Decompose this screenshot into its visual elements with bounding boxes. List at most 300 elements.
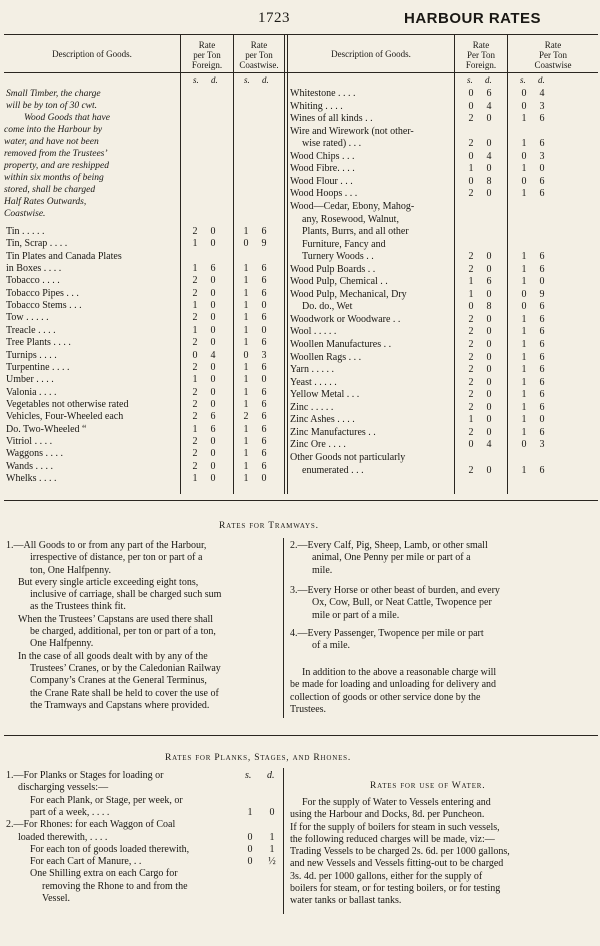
rate-coastwise: 0 <box>521 150 527 162</box>
table-header-rule <box>4 72 598 73</box>
rate-foreign: 2 <box>192 312 198 324</box>
rate-foreign: 2 <box>192 411 198 423</box>
rate-foreign: 8 <box>486 175 492 187</box>
rate-coastwise: 6 <box>261 435 267 447</box>
rate-coastwise: 1 <box>521 263 527 275</box>
rate-foreign: 2 <box>192 287 198 299</box>
rate-foreign: 2 <box>192 361 198 373</box>
table-row <box>0 402 600 414</box>
planks-line <box>0 795 283 807</box>
rate-coastwise: 1 <box>243 473 249 484</box>
goods-description: Wines of all kinds . . <box>290 113 373 125</box>
rate-coastwise: 6 <box>539 376 545 388</box>
rate-foreign: 0 <box>486 138 492 150</box>
planks-rate-shillings: 0 <box>247 831 253 843</box>
rate-foreign: 2 <box>192 460 198 472</box>
rate-foreign: 0 <box>486 263 492 275</box>
rate-foreign: 0 <box>486 163 492 175</box>
planks-line <box>0 782 283 794</box>
goods-description: Woollen Rags . . . <box>290 351 362 363</box>
rate-coastwise: 3 <box>539 439 545 451</box>
planks-rate-pence: 1 <box>269 831 275 843</box>
table-top-rule <box>4 34 598 35</box>
rate-coastwise: 1 <box>521 376 527 388</box>
goods-description: wise rated) . . . <box>302 138 362 150</box>
rate-coastwise: 6 <box>261 386 267 398</box>
table-row <box>0 326 600 338</box>
table-row <box>0 88 600 100</box>
rate-coastwise: 6 <box>261 361 267 373</box>
section-rule <box>4 735 598 736</box>
planks-line <box>0 770 283 782</box>
table-row <box>0 276 600 288</box>
rate-coastwise: 6 <box>261 460 267 472</box>
rate-coastwise: 6 <box>261 275 267 287</box>
goods-description: Other Goods not particularly <box>290 451 406 463</box>
goods-description: Wood Flour . . . <box>290 175 353 187</box>
rate-foreign: 6 <box>210 263 216 275</box>
rate-foreign: 4 <box>486 150 492 162</box>
rate-coastwise: 6 <box>539 401 545 413</box>
rate-foreign: 2 <box>468 426 474 438</box>
goods-description: any, Rosewood, Walnut, <box>302 213 399 225</box>
column-header-description: Description of Goods. <box>52 49 132 59</box>
table-row <box>0 176 600 188</box>
rate-coastwise: 0 <box>521 175 527 187</box>
rate-coastwise: 6 <box>539 351 545 363</box>
goods-description: Wood—Cedar, Ebony, Mahog- <box>290 200 415 212</box>
rate-foreign: 6 <box>486 276 492 288</box>
rate-coastwise: 6 <box>539 389 545 401</box>
table-row <box>0 414 600 426</box>
rate-foreign: 2 <box>468 263 474 275</box>
tramways-rule-1: 1.—All Goods to or from any part of the Harbour, irrespective of distance, per ton or part of a ton, One Halfpenny. But every single article exceeding eight tons, inclusive of carriage, shall be charged such sum as the Trustees think fit. When the Trustees’ Capstans are used there shall be charged, additional, per ton or part of a ton, One Halfpenny. In the case of all goods dealt with by any of the Trustees’ Cranes, or by the Caledonian Railway Company’s Cranes at the General Terminus, the Crane Rate shall be held to cover the use of the Tramways and Capstans where provided. <box>6 540 222 711</box>
planks-line <box>0 893 283 905</box>
goods-description: in Boxes . . . . <box>6 263 62 275</box>
water-title: Rates for use of Water. <box>370 781 486 791</box>
rate-coastwise: 1 <box>521 251 527 263</box>
rate-foreign: 0 <box>486 376 492 388</box>
rate-coastwise: 6 <box>539 426 545 438</box>
rate-foreign: 0 <box>210 287 216 299</box>
goods-description: Do. do., Wet <box>302 301 353 313</box>
goods-description: Wood Chips . . . <box>290 150 355 162</box>
rate-coastwise: 0 <box>243 238 249 250</box>
rate-coastwise: 6 <box>539 251 545 263</box>
goods-description: Furniture, Fancy and <box>302 238 386 250</box>
rate-coastwise: 0 <box>521 100 527 112</box>
goods-description: Tin Plates and Canada Plates <box>6 250 122 262</box>
planks-line-text: For each ton of goods loaded therewith, <box>30 843 190 855</box>
table-row <box>0 386 600 401</box>
planks-rate-pence: 0 <box>269 806 275 818</box>
rate-foreign: 2 <box>192 435 198 447</box>
table-row <box>0 314 600 326</box>
rate-foreign: 1 <box>468 163 474 175</box>
planks-unit-shillings: s. <box>245 770 252 781</box>
goods-description: Zinc Manufactures . . <box>290 426 376 438</box>
rate-foreign: 0 <box>486 251 492 263</box>
rate-foreign: 1 <box>192 238 198 250</box>
unit-shillings: s. <box>520 75 526 85</box>
unit-pence: d. <box>485 75 492 85</box>
rate-coastwise: 6 <box>261 423 267 435</box>
goods-description: Waggons . . . . <box>6 448 63 460</box>
planks-unit-pence: d. <box>267 770 275 781</box>
rate-coastwise: 0 <box>261 300 267 312</box>
rate-coastwise: 1 <box>521 351 527 363</box>
timber-note: Small Timber, the charge will be by ton of 30 cwt. Wood Goods that have come into the Harbour by water, and have not been removed from the Trustees’ property, and are reshipped within six months of being stored, shall be charged Half Rates Outwards, Coastwise. <box>4 89 110 219</box>
rate-coastwise: 1 <box>243 398 249 410</box>
rate-foreign: 0 <box>486 339 492 350</box>
rate-foreign: 0 <box>486 364 492 376</box>
rate-coastwise: 1 <box>243 448 249 460</box>
rate-foreign: 0 <box>486 188 492 200</box>
rate-foreign: 2 <box>468 401 474 413</box>
table-row <box>0 163 600 175</box>
rate-coastwise: 6 <box>539 263 545 275</box>
rate-foreign: 0 <box>210 337 216 349</box>
rate-coastwise: 6 <box>261 448 267 460</box>
table-row <box>0 452 600 464</box>
column-header-foreign: Rate per Ton Foreign. <box>191 40 223 70</box>
rate-coastwise: 6 <box>261 226 267 237</box>
goods-description: Wood Fibre. . . . <box>290 163 355 175</box>
rate-foreign: 0 <box>210 361 216 373</box>
planks-line <box>0 819 283 831</box>
rate-coastwise: 6 <box>539 464 545 476</box>
goods-description: Woodwork or Woodware . . <box>290 313 401 325</box>
unit-shillings: s. <box>467 75 473 85</box>
rate-coastwise: 1 <box>521 401 527 413</box>
rate-coastwise: 1 <box>243 287 249 299</box>
rate-foreign: 2 <box>468 113 474 125</box>
rate-coastwise: 9 <box>539 288 545 300</box>
table-row <box>0 188 600 200</box>
goods-description: Wire and Wirework (not other- <box>290 125 414 137</box>
table-bottom-rule <box>4 500 598 501</box>
goods-description: Turnips . . . . <box>6 349 57 361</box>
rate-coastwise: 4 <box>539 88 545 99</box>
rate-foreign: 0 <box>486 288 492 300</box>
planks-line-text: For each Cart of Manure, . . <box>30 856 142 868</box>
rate-foreign: 6 <box>210 411 216 423</box>
rate-foreign: 0 <box>486 313 492 325</box>
table-row <box>0 201 600 213</box>
rate-foreign: 0 <box>210 312 216 324</box>
unit-pence: d. <box>211 75 218 85</box>
table-row <box>0 214 600 226</box>
rate-foreign: 2 <box>468 313 474 325</box>
planks-line-text: discharging vessels:— <box>18 782 109 794</box>
rate-coastwise: 0 <box>521 88 527 99</box>
rate-foreign: 6 <box>210 423 216 435</box>
tramways-additional-charge: In addition to the above a reasonable charge will be made for loading and unloading for delivery and collection of goods or other service done by the Trustees. <box>290 667 497 715</box>
rate-coastwise: 1 <box>521 339 527 350</box>
rate-foreign: 0 <box>210 398 216 410</box>
table-row <box>0 289 600 301</box>
rate-coastwise: 6 <box>539 301 545 313</box>
table-row <box>0 339 600 351</box>
rate-foreign: 2 <box>468 376 474 388</box>
rate-foreign: 2 <box>468 351 474 363</box>
goods-description: Wood Pulp Boards . . <box>290 263 376 275</box>
goods-description: Tin, Scrap . . . . <box>6 238 68 250</box>
unit-shillings: s. <box>244 75 250 85</box>
rate-coastwise: 6 <box>539 188 545 200</box>
goods-description: Tree Plants . . . . <box>6 337 71 349</box>
rate-foreign: 1 <box>468 414 474 426</box>
goods-description: Tobacco Stems . . . <box>6 300 82 312</box>
planks-divider <box>283 768 284 914</box>
rate-coastwise: 6 <box>261 411 267 423</box>
rate-coastwise: 1 <box>521 138 527 150</box>
rate-coastwise: 0 <box>261 374 267 386</box>
goods-description: Turpentine . . . . <box>6 361 70 373</box>
rate-foreign: 2 <box>468 364 474 376</box>
goods-description: Do. Two-Wheeled “ <box>6 423 87 435</box>
rate-foreign: 0 <box>468 88 474 99</box>
tramways-rule-2: 2.—Every Calf, Pig, Sheep, Lamb, or other small animal, One Penny per mile or part of a mile. <box>290 540 488 576</box>
goods-description: Tobacco . . . . <box>6 275 60 287</box>
rate-coastwise: 0 <box>243 349 249 361</box>
rate-coastwise: 1 <box>521 313 527 325</box>
rate-foreign: 0 <box>210 226 216 237</box>
goods-description: Yeast . . . . . <box>290 376 337 388</box>
table-row <box>0 377 600 389</box>
rate-foreign: 1 <box>192 423 198 435</box>
planks-line-text: part of a week, . . . . <box>30 806 110 818</box>
rate-coastwise: 1 <box>521 389 527 401</box>
table-row <box>0 101 600 113</box>
planks-line <box>0 832 283 844</box>
rate-foreign: 1 <box>192 374 198 386</box>
rate-foreign: 2 <box>468 138 474 150</box>
rate-coastwise: 1 <box>243 460 249 472</box>
table-row <box>0 251 600 263</box>
column-header-coastwise-right: Rate Per Ton Coastwise <box>534 40 572 70</box>
goods-description: enumerated . . . <box>302 464 364 476</box>
table-row <box>0 264 600 276</box>
rate-coastwise: 1 <box>521 188 527 200</box>
planks-rate-shillings: 0 <box>247 856 253 868</box>
rate-coastwise: 6 <box>539 113 545 125</box>
rate-foreign: 0 <box>486 401 492 413</box>
goods-description: Whiting . . . . <box>290 100 343 112</box>
unit-pence: d. <box>262 75 269 85</box>
planks-line-text: removing the Rhone to and from the <box>42 880 188 892</box>
rate-foreign: 0 <box>210 448 216 460</box>
column-header-description-right: Description of Goods. <box>331 49 411 59</box>
rate-coastwise: 1 <box>243 386 249 398</box>
rate-foreign: 2 <box>192 448 198 460</box>
rate-foreign: 4 <box>486 100 492 112</box>
planks-title: Rates for Planks, Stages, and Rhones. <box>165 753 352 763</box>
rate-foreign: 1 <box>192 473 198 484</box>
rate-foreign: 0 <box>486 326 492 338</box>
rate-foreign: 0 <box>210 238 216 250</box>
planks-line-text: 1.—For Planks or Stages for loading or <box>6 770 164 781</box>
rate-foreign: 0 <box>210 300 216 312</box>
running-title: HARBOUR RATES <box>404 10 542 27</box>
table-row <box>0 361 600 376</box>
rate-foreign: 0 <box>468 100 474 112</box>
rate-coastwise: 1 <box>521 464 527 476</box>
rate-foreign: 0 <box>210 324 216 336</box>
planks-line-text: Vessel. <box>42 893 71 904</box>
rate-foreign: 0 <box>468 301 474 313</box>
planks-line-text: For each Plank, or Stage, per week, or <box>30 794 183 806</box>
rate-foreign: 0 <box>486 414 492 426</box>
rate-foreign: 0 <box>210 435 216 447</box>
planks-rate-pence: 1 <box>269 843 275 855</box>
planks-line-text: 2.—For Rhones: for each Waggon of Coal <box>6 819 176 831</box>
rate-foreign: 0 <box>486 426 492 438</box>
rate-coastwise: 6 <box>261 337 267 349</box>
rate-coastwise: 1 <box>521 163 527 175</box>
rate-coastwise: 6 <box>539 339 545 350</box>
rate-foreign: 2 <box>192 337 198 349</box>
planks-line <box>0 807 283 819</box>
table-row <box>0 349 600 364</box>
rate-foreign: 1 <box>468 288 474 300</box>
rate-foreign: 2 <box>468 188 474 200</box>
rate-coastwise: 6 <box>261 263 267 275</box>
rate-coastwise: 9 <box>261 238 267 250</box>
rate-coastwise: 0 <box>521 439 527 451</box>
rate-coastwise: 0 <box>539 276 545 288</box>
rate-foreign: 2 <box>468 326 474 338</box>
rate-coastwise: 6 <box>539 364 545 376</box>
rate-coastwise: 1 <box>521 414 527 426</box>
rate-coastwise: 2 <box>243 411 249 423</box>
table-row <box>0 439 600 451</box>
rate-foreign: 4 <box>486 439 492 451</box>
table-row <box>0 427 600 439</box>
goods-description: Wood Pulp, Mechanical, Dry <box>290 288 407 300</box>
table-row <box>0 239 600 251</box>
planks-line <box>0 881 283 893</box>
rate-foreign: 0 <box>468 175 474 187</box>
rate-foreign: 0 <box>210 374 216 386</box>
goods-description: Wands . . . . <box>6 460 53 472</box>
rate-coastwise: 1 <box>243 275 249 287</box>
rate-coastwise: 0 <box>261 324 267 336</box>
rate-coastwise: 6 <box>261 398 267 410</box>
goods-description: Zinc . . . . . <box>290 401 334 413</box>
planks-rate-shillings: 1 <box>247 806 253 818</box>
rate-foreign: 2 <box>192 275 198 287</box>
rate-coastwise: 6 <box>261 312 267 324</box>
planks-line <box>0 868 283 880</box>
rate-coastwise: 0 <box>521 301 527 313</box>
rate-foreign: 0 <box>192 349 198 361</box>
planks-line-text: loaded therewith, . . . . <box>18 831 108 843</box>
rate-coastwise: 6 <box>539 138 545 150</box>
goods-description: Wood Hoops . . . <box>290 188 358 200</box>
goods-description: Tow . . . . . <box>6 312 49 324</box>
rate-foreign: 1 <box>192 324 198 336</box>
rate-coastwise: 1 <box>521 326 527 338</box>
goods-description: Wood Pulp, Chemical . . <box>290 276 388 288</box>
rate-foreign: 0 <box>210 386 216 398</box>
rate-coastwise: 1 <box>521 113 527 125</box>
table-row <box>0 151 600 163</box>
rate-coastwise: 6 <box>539 326 545 338</box>
rate-foreign: 0 <box>486 113 492 125</box>
table-row <box>0 126 600 138</box>
planks-line <box>0 844 283 856</box>
tramways-title: Rates for Tramways. <box>219 521 319 531</box>
unit-pence: d. <box>538 75 545 85</box>
goods-description: Plants, Burrs, and all other <box>302 226 409 238</box>
table-row <box>0 465 600 477</box>
rate-foreign: 8 <box>486 301 492 313</box>
rate-foreign: 1 <box>192 300 198 312</box>
rate-foreign: 2 <box>192 398 198 410</box>
goods-description: Tin . . . . . <box>6 226 45 237</box>
rate-coastwise: 6 <box>261 287 267 299</box>
rate-foreign: 0 <box>468 150 474 162</box>
goods-description: Wool . . . . . <box>290 326 337 338</box>
rate-coastwise: 1 <box>243 324 249 336</box>
page-number: 1723 <box>258 10 290 26</box>
tramways-divider <box>283 538 284 718</box>
column-header-foreign-right: Rate Per Ton Foreign. <box>465 40 497 70</box>
rate-foreign: 6 <box>486 88 492 99</box>
rate-coastwise: 1 <box>521 364 527 376</box>
rate-foreign: 0 <box>468 439 474 451</box>
rate-foreign: 0 <box>486 389 492 401</box>
rate-coastwise: 1 <box>243 361 249 373</box>
goods-description: Yellow Metal . . . <box>290 389 360 401</box>
rate-coastwise: 3 <box>539 150 545 162</box>
goods-description: Vegetables not otherwise rated <box>6 398 129 410</box>
rate-coastwise: 3 <box>539 100 545 112</box>
rate-coastwise: 0 <box>261 473 267 484</box>
goods-description: Umber . . . . <box>6 374 54 386</box>
goods-description: Turnery Woods . . <box>302 251 374 263</box>
rate-foreign: 4 <box>210 349 216 361</box>
rate-foreign: 2 <box>468 339 474 350</box>
rate-coastwise: 1 <box>243 374 249 386</box>
rate-foreign: 0 <box>210 473 216 484</box>
rate-foreign: 0 <box>486 464 492 476</box>
table-row <box>0 226 600 238</box>
goods-description: Vitriol . . . . <box>6 435 53 447</box>
unit-shillings: s. <box>193 75 199 85</box>
rate-coastwise: 1 <box>243 423 249 435</box>
goods-description: Woollen Manufactures . . <box>290 339 392 350</box>
rate-coastwise: 1 <box>243 226 249 237</box>
goods-description: Tobacco Pipes . . . <box>6 287 79 299</box>
tramways-rule-4: 4.—Every Passenger, Twopence per mile or part of a mile. <box>290 628 484 652</box>
rate-coastwise: 1 <box>243 337 249 349</box>
rate-coastwise: 1 <box>521 276 527 288</box>
goods-description: Whitestone . . . . <box>290 88 356 99</box>
rate-foreign: 2 <box>468 251 474 263</box>
rate-foreign: 2 <box>192 226 198 237</box>
table-row <box>0 301 600 313</box>
planks-rate-pence: ½ <box>268 856 276 868</box>
goods-description: Zinc Ore . . . . <box>290 439 346 451</box>
rate-foreign: 0 <box>210 275 216 287</box>
goods-description: Valonia . . . . <box>6 386 57 398</box>
rate-coastwise: 1 <box>243 300 249 312</box>
rate-foreign: 2 <box>192 386 198 398</box>
planks-line <box>0 856 283 868</box>
rate-coastwise: 1 <box>243 435 249 447</box>
